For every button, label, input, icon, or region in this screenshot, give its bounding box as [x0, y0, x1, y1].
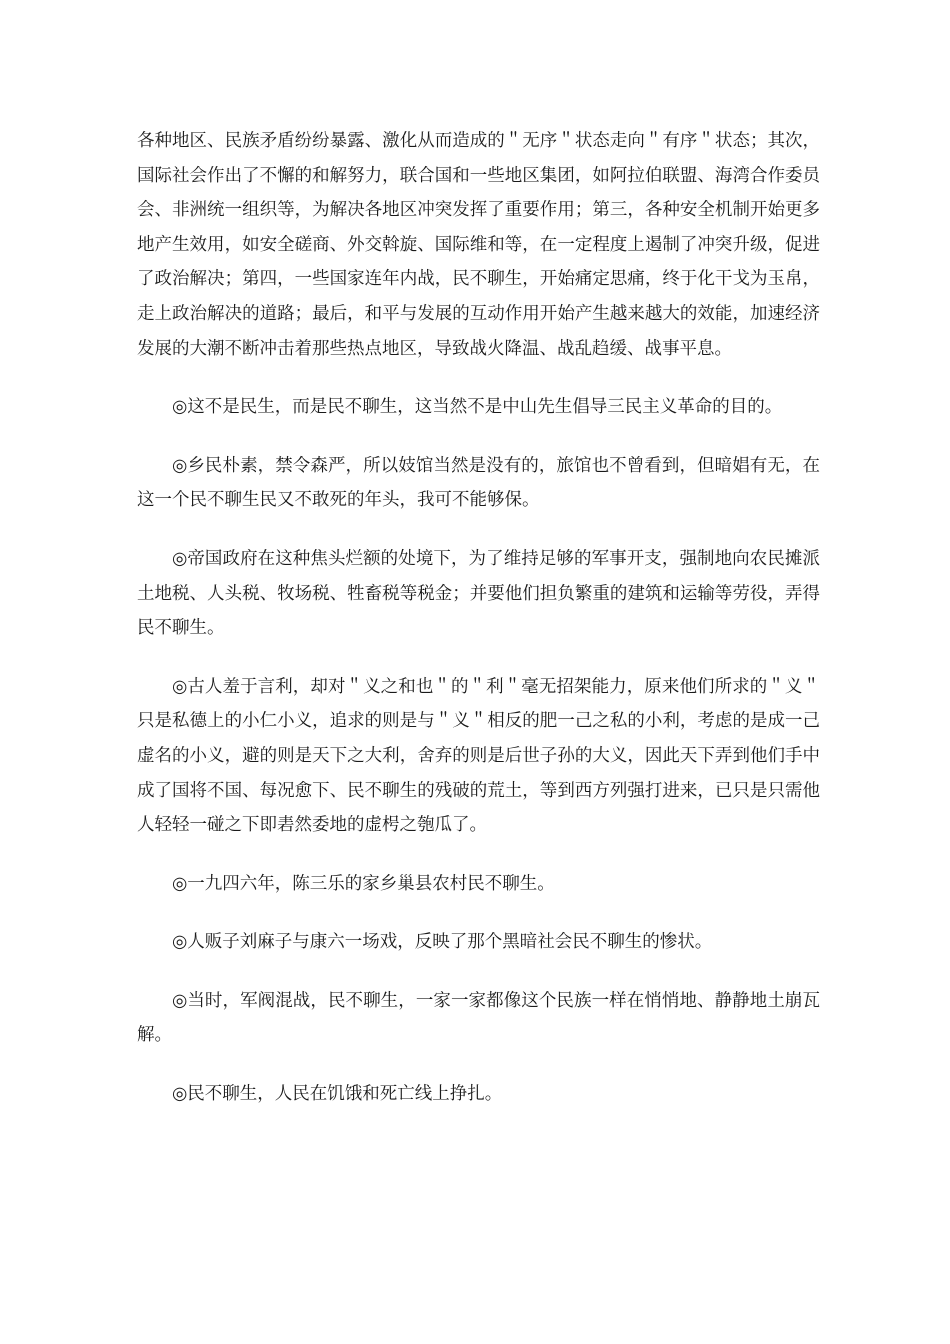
- example-sentence: ◎当时，军阀混战，民不聊生，一家一家都像这个民族一样在悄悄地、静静地土崩瓦解。: [137, 990, 820, 1046]
- example-sentence: ◎一九四六年，陈三乐的家乡巢县农村民不聊生。: [172, 873, 555, 894]
- example-sentence: ◎人贩子刘麻子与康六一场戏，反映了那个黑暗社会民不聊生的惨状。: [172, 932, 713, 953]
- body-paragraph: 各种地区、民族矛盾纷纷暴露、激化从而造成的＂无序＂状态走向＂有序＂状态；其次，国际社会作出了不懈的和解努力，联合国和一些地区集团，如阿拉伯联盟、海湾合作委员会、非洲统一组织等，为解决各地区冲突发挥了重要作用；第三，各种安全机制开始更多地产生效用，如安全磋商、外交斡旋、国际维和等，在一定程度上遏制了冲突升级，促进了政治解决；第四，一些国家连年内战，民不聊生，开始痛定思痛，终于化干戈为玉帛，走上政治解决的道路；最后，和平与发展的互动作用开始产生越来越大的效能，加速经济发展的大潮不断冲击着那些热点地区，导致战火降温、战乱趋缓、战事平息。: [137, 131, 820, 359]
- example-sentence: ◎帝国政府在这种焦头烂额的处境下，为了维持足够的军事开支，强制地向农民摊派土地税、人头税、牧场税、牲畜税等税金；并要他们担负繁重的建筑和运输等劳役，弄得民不聊生。: [137, 548, 820, 639]
- example-sentence: ◎乡民朴素，禁令森严，所以妓馆当然是没有的，旅馆也不曾看到，但暗娼有无，在这一个民不聊生民又不敢死的年头，我可不能够保。: [137, 455, 820, 511]
- example-sentence: ◎这不是民生，而是民不聊生，这当然不是中山先生倡导三民主义革命的目的。: [172, 397, 783, 418]
- example-sentence: ◎民不聊生，人民在饥饿和死亡线上挣扎。: [172, 1084, 503, 1105]
- example-sentence: ◎古人羞于言利，却对＂义之和也＂的＂利＂毫无招架能力，原来他们所求的＂义＂只是私德上的小仁小义，追求的则是与＂义＂相反的肥一己之私的小利，考虑的是成一己虚名的小义，避的则是天下之大利，舍弃的则是后世子孙的大义，因此天下弄到他们手中成了国将不国、每况愈下、民不聊生的残破的荒土，等到西方列强打进来，已只是只需他人轻轻一碰之下即砉然委地的虚枵之匏瓜了。: [137, 676, 820, 836]
